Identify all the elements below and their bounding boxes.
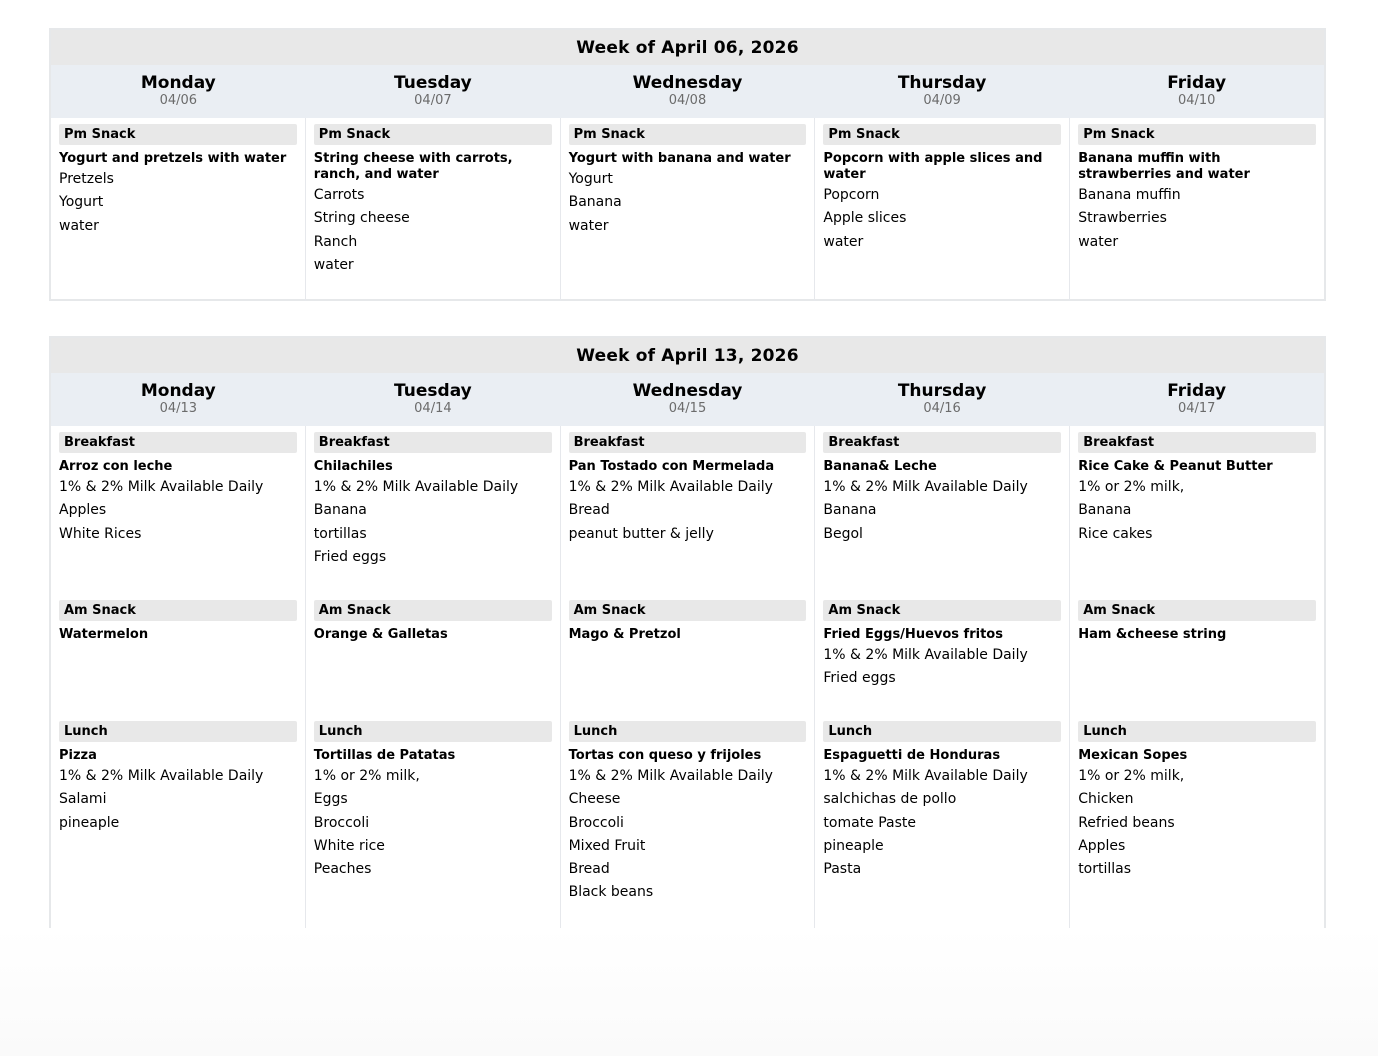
day-header-wednesday <box>560 373 815 426</box>
meal-label: Breakfast <box>59 432 297 453</box>
meal-item: White rice <box>313 837 385 854</box>
meal-pm-snack <box>59 124 297 301</box>
day-column-tuesday <box>306 426 561 929</box>
meal-title: Chilachiles <box>313 459 393 474</box>
meal-title: Banana muffin with strawberries and water <box>1078 151 1250 182</box>
meal-label: Am Snack <box>823 600 1061 621</box>
meal-item: water <box>568 217 609 234</box>
meal-item: Fried eggs <box>313 548 387 565</box>
day-name: Wednesday <box>632 381 743 401</box>
meal-item: Popcorn <box>823 187 880 203</box>
meal-item: pineaple <box>59 814 120 831</box>
day-date: 04/17 <box>1177 401 1216 416</box>
day-date: 04/10 <box>1177 93 1216 108</box>
day-date: 04/06 <box>159 93 198 108</box>
meal-label: Am Snack <box>59 600 297 621</box>
meal-label: Pm Snack <box>314 124 552 145</box>
meal-item: Cheese <box>568 791 621 808</box>
meal-title: Ham &cheese string <box>1078 627 1227 642</box>
meal-label: Pm Snack <box>569 124 807 145</box>
day-header-thursday <box>815 65 1070 118</box>
meal-item: Fried eggs <box>823 670 896 687</box>
day-date: 04/14 <box>414 401 452 416</box>
meal-item: tortillas <box>313 525 367 542</box>
meal-item: Banana <box>1078 502 1132 519</box>
day-header-monday <box>51 65 306 118</box>
meal-title: String cheese with carrots, ranch, and water <box>313 151 513 182</box>
day-date: 04/15 <box>668 401 707 416</box>
meal-item: Apples <box>1078 837 1126 854</box>
meal-item: Mixed Fruit <box>568 837 646 854</box>
meal-item: 1% or 2% milk, <box>1078 479 1185 495</box>
day-column-friday <box>1070 118 1324 301</box>
day-name: Friday <box>1167 73 1227 93</box>
meal-item: 1% & 2% Milk Available Daily <box>823 768 1028 784</box>
meal-title: Yogurt with banana and water <box>568 151 791 166</box>
meal-item: tomate Paste <box>823 814 917 831</box>
meal-title: Espaguetti de Honduras <box>823 748 1001 763</box>
meal-label: Pm Snack <box>59 124 297 145</box>
meal-item: Rice cakes <box>1078 525 1153 542</box>
meal-item: Yogurt <box>59 194 104 211</box>
meal-item: Carrots <box>313 187 365 203</box>
days-body <box>51 118 1324 301</box>
meal-title: Pan Tostado con Mermelada <box>568 459 775 474</box>
meal-item: 1% & 2% Milk Available Daily <box>59 768 264 784</box>
days-body <box>51 426 1324 929</box>
meal-label: Breakfast <box>823 432 1061 453</box>
meal-title: Yogurt and pretzels with water <box>59 151 287 166</box>
meal-item: Pasta <box>823 861 862 878</box>
day-date: 04/07 <box>414 93 452 108</box>
meal-item: tortillas <box>1078 861 1132 878</box>
meal-am-snack <box>59 600 297 721</box>
day-column-friday <box>1070 426 1324 929</box>
meal-label: Breakfast <box>314 432 552 453</box>
meal-title: Tortas con queso y frijoles <box>568 748 762 763</box>
meal-item: Ranch <box>313 233 358 250</box>
meal-pm-snack <box>314 124 552 301</box>
meal-breakfast <box>823 432 1061 600</box>
day-header-friday <box>1069 373 1324 426</box>
meal-label: Pm Snack <box>1078 124 1316 145</box>
day-header-row <box>51 373 1324 426</box>
meal-breakfast <box>314 432 552 600</box>
day-column-tuesday <box>306 118 561 301</box>
meal-title: Mexican Sopes <box>1078 748 1188 763</box>
meal-breakfast <box>59 432 297 600</box>
meal-item: Banana muffin <box>1078 187 1181 203</box>
day-header-friday <box>1069 65 1324 118</box>
meal-item: pineaple <box>823 837 884 854</box>
meal-lunch <box>823 721 1061 929</box>
meal-item: water <box>313 256 354 273</box>
meal-item: Black beans <box>568 884 654 901</box>
meal-item: Banana <box>823 502 877 519</box>
meal-item: Begol <box>823 525 863 542</box>
meal-item: Refried beans <box>1078 814 1175 831</box>
meal-label: Am Snack <box>314 600 552 621</box>
meal-lunch <box>314 721 552 929</box>
meal-item: Strawberries <box>1078 210 1167 227</box>
day-name: Monday <box>140 381 216 401</box>
meal-pm-snack <box>823 124 1061 301</box>
meal-item: Broccoli <box>313 814 370 831</box>
meal-label: Breakfast <box>1078 432 1316 453</box>
meal-label: Lunch <box>1078 721 1316 742</box>
meal-item: Salami <box>59 791 107 808</box>
meal-item: Yogurt <box>568 171 613 187</box>
meal-am-snack <box>314 600 552 721</box>
day-column-thursday <box>815 118 1070 301</box>
meal-item: 1% & 2% Milk Available Daily <box>313 479 519 495</box>
meal-title: Tortillas de Patatas <box>313 748 456 763</box>
meal-item: Pretzels <box>59 171 114 187</box>
meal-title: Pizza <box>59 748 97 763</box>
meal-title: Popcorn with apple slices and water <box>823 151 1043 182</box>
meal-item: 1% & 2% Milk Available Daily <box>59 479 264 495</box>
day-header-tuesday <box>306 373 561 426</box>
meal-item: Bread <box>568 502 610 519</box>
meal-item: Banana <box>568 194 622 211</box>
meal-title: Rice Cake & Peanut Butter <box>1078 459 1273 474</box>
meal-title: Orange & Galletas <box>313 627 448 642</box>
meal-am-snack <box>1078 600 1316 721</box>
meal-item: String cheese <box>313 210 410 227</box>
meal-title: Banana& Leche <box>823 459 937 474</box>
meal-item: Bread <box>568 861 610 878</box>
meal-label: Lunch <box>823 721 1061 742</box>
day-date: 04/09 <box>923 93 961 108</box>
day-name: Monday <box>140 73 216 93</box>
meal-breakfast <box>569 432 807 600</box>
meal-title: Mago & Pretzol <box>568 627 681 642</box>
meal-label: Lunch <box>59 721 297 742</box>
day-date: 04/08 <box>668 93 707 108</box>
meal-item: 1% & 2% Milk Available Daily <box>823 479 1028 495</box>
week-title: Week of April 06, 2026 <box>51 30 1324 65</box>
day-date: 04/13 <box>159 401 198 416</box>
meal-label: Am Snack <box>1078 600 1316 621</box>
meal-item: peanut butter & jelly <box>568 525 714 542</box>
day-column-thursday <box>815 426 1070 929</box>
day-date: 04/16 <box>923 401 961 416</box>
day-column-wednesday <box>561 426 816 929</box>
meal-item: Chicken <box>1078 791 1134 808</box>
meal-title: Fried Eggs/Huevos fritos <box>823 627 1003 642</box>
day-header-tuesday <box>306 65 561 118</box>
day-name: Thursday <box>897 381 987 401</box>
meal-item: 1% or 2% milk, <box>1078 768 1185 784</box>
meal-item: Eggs <box>313 791 348 808</box>
meal-label: Pm Snack <box>823 124 1061 145</box>
meal-item: Broccoli <box>568 814 624 831</box>
meal-pm-snack <box>1078 124 1316 301</box>
day-name: Friday <box>1167 381 1227 401</box>
page-bottom-fade <box>0 928 1378 1056</box>
week-title: Week of April 13, 2026 <box>51 338 1324 373</box>
meal-label: Breakfast <box>569 432 807 453</box>
meal-lunch <box>1078 721 1316 929</box>
day-column-monday <box>51 426 306 929</box>
meal-pm-snack <box>569 124 807 301</box>
meal-title: Arroz con leche <box>59 459 173 474</box>
day-name: Wednesday <box>632 73 743 93</box>
meal-item: White Rices <box>59 525 142 542</box>
meal-item: 1% or 2% milk, <box>313 768 420 784</box>
day-column-wednesday <box>561 118 816 301</box>
meal-am-snack <box>569 600 807 721</box>
day-header-row <box>51 65 1324 118</box>
day-name: Thursday <box>897 73 987 93</box>
meal-item: Peaches <box>313 861 372 878</box>
meal-item: water <box>59 217 99 234</box>
week-1 <box>49 28 1326 301</box>
day-column-monday <box>51 118 306 301</box>
day-header-monday <box>51 373 306 426</box>
day-name: Tuesday <box>394 381 472 401</box>
meal-item: 1% & 2% Milk Available Daily <box>568 768 773 784</box>
meal-breakfast <box>1078 432 1316 600</box>
meal-item: Banana <box>313 502 367 519</box>
day-header-wednesday <box>560 65 815 118</box>
meal-item: 1% & 2% Milk Available Daily <box>823 647 1028 663</box>
meal-lunch <box>569 721 807 929</box>
meal-title: Watermelon <box>59 627 149 642</box>
meal-label: Lunch <box>569 721 807 742</box>
meal-item: Apple slices <box>823 210 907 227</box>
meal-item: water <box>823 233 864 250</box>
meal-item: water <box>1078 233 1119 250</box>
meal-am-snack <box>823 600 1061 721</box>
meal-label: Lunch <box>314 721 552 742</box>
meal-lunch <box>59 721 297 929</box>
meal-label: Am Snack <box>569 600 807 621</box>
week-2 <box>49 336 1326 929</box>
day-header-thursday <box>815 373 1070 426</box>
meal-item: 1% & 2% Milk Available Daily <box>568 479 773 495</box>
meal-item: salchichas de pollo <box>823 791 957 808</box>
day-name: Tuesday <box>394 73 472 93</box>
meal-item: Apples <box>59 502 107 519</box>
